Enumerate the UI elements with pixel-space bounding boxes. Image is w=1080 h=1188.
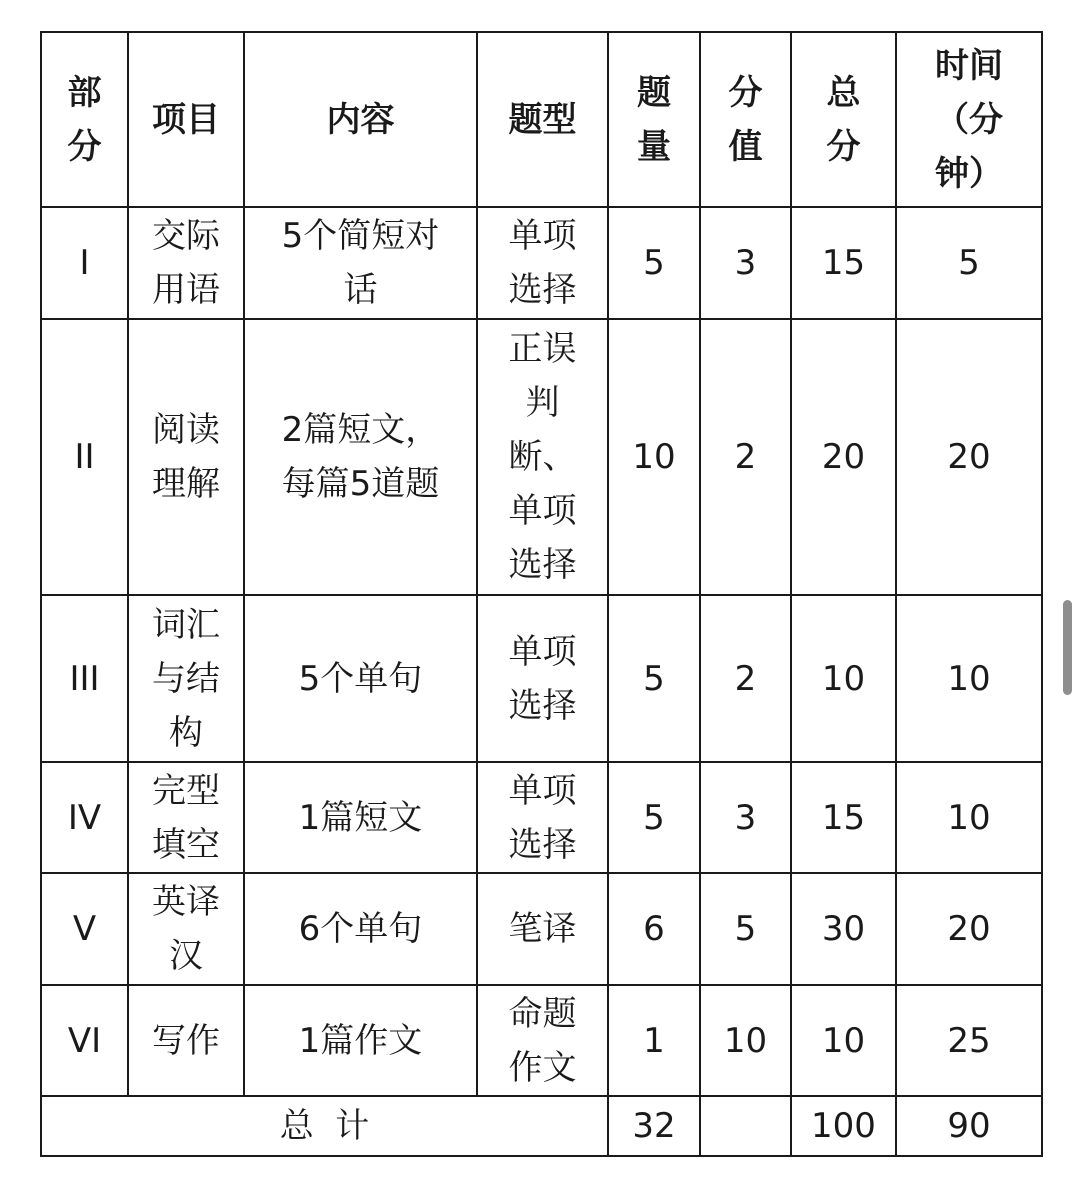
- table-row: [41, 985, 1042, 1096]
- header-item: 项目: [128, 32, 244, 207]
- cell-score: 5: [700, 873, 791, 985]
- cell-item: 交际 用语: [128, 207, 244, 319]
- cell-count: 1: [608, 985, 700, 1096]
- cell-part: III: [41, 595, 128, 762]
- cell-time: 5: [896, 207, 1042, 319]
- cell-type: 正误 判 断、 单项 选择: [477, 319, 608, 595]
- cell-total: 15: [791, 207, 896, 319]
- cell-count: 10: [608, 319, 700, 595]
- cell-time: 10: [896, 762, 1042, 873]
- header-score: 分 值: [700, 32, 791, 207]
- cell-part: I: [41, 207, 128, 319]
- cell-type: 单项 选择: [477, 762, 608, 873]
- cell-total: 15: [791, 762, 896, 873]
- exam-structure-table: [40, 31, 1043, 1157]
- cell-item: 完型 填空: [128, 762, 244, 873]
- table-row: [41, 595, 1042, 762]
- cell-content: 1篇短文: [244, 762, 477, 873]
- table-row: [41, 762, 1042, 873]
- table-row: [41, 207, 1042, 319]
- cell-count: 5: [608, 207, 700, 319]
- cell-score: 3: [700, 762, 791, 873]
- cell-type: 命题 作文: [477, 985, 608, 1096]
- table-header-row: [41, 32, 1042, 207]
- cell-total: 10: [791, 985, 896, 1096]
- cell-item: 词汇 与结 构: [128, 595, 244, 762]
- cell-score: 3: [700, 207, 791, 319]
- cell-score: 2: [700, 595, 791, 762]
- total-score: [700, 1096, 791, 1156]
- table-row: [41, 319, 1042, 595]
- cell-type: 单项 选择: [477, 595, 608, 762]
- cell-count: 5: [608, 762, 700, 873]
- cell-score: 2: [700, 319, 791, 595]
- cell-content: 1篇作文: [244, 985, 477, 1096]
- cell-count: 5: [608, 595, 700, 762]
- cell-item: 写作: [128, 985, 244, 1096]
- header-time: 时间 （分 钟）: [896, 32, 1042, 207]
- cell-score: 10: [700, 985, 791, 1096]
- table-row: [41, 873, 1042, 985]
- header-count: 题 量: [608, 32, 700, 207]
- cell-content: 6个单句: [244, 873, 477, 985]
- cell-part: II: [41, 319, 128, 595]
- cell-content: 5个简短对 话: [244, 207, 477, 319]
- exam-structure-table-wrapper: [40, 31, 1043, 1157]
- table-total-row: [41, 1096, 1042, 1156]
- cell-type: 笔译: [477, 873, 608, 985]
- cell-item: 阅读 理解: [128, 319, 244, 595]
- cell-total: 30: [791, 873, 896, 985]
- total-label: 总 计: [41, 1096, 608, 1156]
- header-part: 部 分: [41, 32, 128, 207]
- cell-type: 单项 选择: [477, 207, 608, 319]
- header-total: 总 分: [791, 32, 896, 207]
- cell-part: VI: [41, 985, 128, 1096]
- cell-time: 20: [896, 319, 1042, 595]
- cell-total: 10: [791, 595, 896, 762]
- cell-content: 5个单句: [244, 595, 477, 762]
- total-time: 90: [896, 1096, 1042, 1156]
- total-count: 32: [608, 1096, 700, 1156]
- cell-time: 10: [896, 595, 1042, 762]
- cell-time: 20: [896, 873, 1042, 985]
- cell-part: IV: [41, 762, 128, 873]
- cell-total: 20: [791, 319, 896, 595]
- cell-content: 2篇短文， 每篇5道题: [244, 319, 477, 595]
- header-content: 内容: [244, 32, 477, 207]
- cell-part: V: [41, 873, 128, 985]
- cell-time: 25: [896, 985, 1042, 1096]
- total-points: 100: [791, 1096, 896, 1156]
- vertical-scrollbar[interactable]: [1063, 600, 1072, 695]
- cell-item: 英译 汉: [128, 873, 244, 985]
- cell-count: 6: [608, 873, 700, 985]
- header-type: 题型: [477, 32, 608, 207]
